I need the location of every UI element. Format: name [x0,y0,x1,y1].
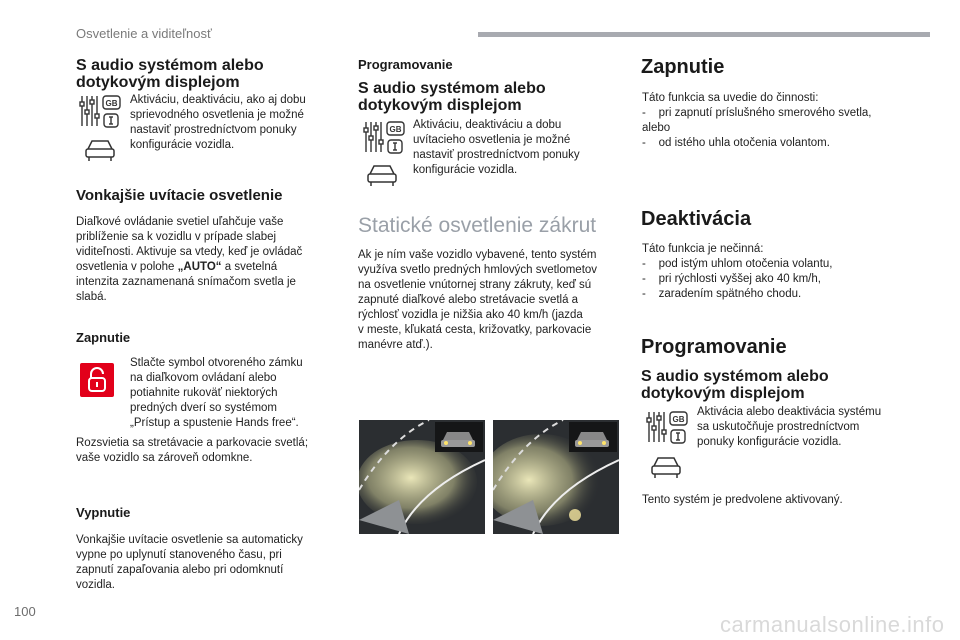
line: sprievodného osvetlenia je možné [130,109,304,121]
line: vypne po uplynutí stanoveného času, pri [76,549,282,561]
col3-off-title: Deaktivácia [641,208,752,230]
line: a svetelná [221,261,278,273]
col3-audio-title-2: dotykovým displejom [641,385,805,402]
line: Diaľkové ovládanie svetiel uľahčuje vaše [76,216,284,228]
line: Stlačte symbol otvoreného zámku [130,357,303,369]
page-number: 100 [14,604,36,619]
col1-off-title: Vypnutie [76,505,131,520]
line: na osvetlenie vnútornej strany zákruty, keď sú [358,279,592,291]
line: sa uskutočňuje prostredníctvom [697,421,860,433]
line: - pod istým uhlom otočenia volantu, [642,258,833,270]
col3-default-text: Tento systém je predvolene aktivovaný. [642,494,843,506]
line: Táto funkcia sa uvedie do činnosti: [642,92,819,104]
line: využíva svetlo predných hmlových svetlometov [358,264,598,276]
line: Aktiváciu, deaktiváciu a dobu [413,119,562,131]
line: intenzita zaznamenaná snímačom svetla je [76,276,296,288]
col3-prog-title: Programovanie [641,336,787,358]
watermark: carmanualsonline.info [720,612,945,637]
col1-audio-title-2: dotykovým displejom [76,74,240,91]
line: Aktivácia alebo deaktivácia systému [697,406,882,418]
car-icon [650,454,682,480]
col1-on-text [130,356,303,431]
line: potiahnite rukoväť niektorých [130,387,278,399]
cornering-light-illustration-left [359,420,485,534]
line: - zaradením spätného chodu. [642,288,802,300]
line: nastaviť prostredníctvom ponuky [130,124,297,136]
line: zapnuté diaľkové alebo stretávacie svetlá a [358,294,579,306]
col1-welcome-text [76,215,302,305]
line: konfigurácie vozidla. [413,164,518,176]
line: nastaviť prostredníctvom ponuky [413,149,580,161]
line: slabá. [76,291,107,303]
gb-label: GB [105,99,118,108]
line: priblíženie sa k vozidlu v prípade slabej [76,231,277,243]
line: - pri zapnutí príslušného smerového svetla, [642,107,872,119]
gb-label: GB [389,125,402,134]
line: na diaľkovom ovládaní alebo [130,372,277,384]
line: - od istého uhla otočenia volantom. [642,137,830,149]
line: Aktiváciu, deaktiváciu, ako aj dobu [130,94,306,106]
col3-audio-title-1: S audio systémom alebo [641,368,829,385]
col2-static-title: Statické osvetlenie zákrut [358,214,597,237]
unlock-icon [80,363,114,397]
line: osvetlenia v polohe [76,261,178,273]
line: manévre atď.). [358,339,433,351]
col3-off-text [642,242,833,302]
col2-static-text [358,248,597,353]
header-title: Osvetlenie a viditeľnosť [76,26,212,41]
line: predných dverí so systémom [130,402,278,414]
col1-on-text-2 [76,436,308,466]
line: zapnutí zapaľovania alebo pri odomknutí [76,564,284,576]
line: ponuky konfigurácie vozidla. [697,436,842,448]
col1-welcome-title: Vonkajšie uvítacie osvetlenie [76,187,283,204]
line: vozidla. [76,579,115,591]
unlock-icon-box [80,363,114,397]
line: alebo [642,122,671,134]
line: Vonkajšie uvítacie osvetlenie sa automaticky [76,534,303,546]
line: v meste, kľukatá cesta, križovatky, parkovacie [358,324,592,336]
auto-label: „AUTO“ [177,261,222,273]
gb-label: GB [672,415,685,424]
car-icon [366,162,398,188]
col1-on-title: Zapnutie [76,330,131,345]
col2-audio-title-2: dotykovým displejom [358,97,522,114]
settings-sliders-icon [362,120,406,156]
col1-audio-title-1: S audio systémom alebo [76,57,264,74]
col3-on-text [642,91,871,151]
settings-sliders-icon [78,94,122,130]
col2-audio-title-1: S audio systémom alebo [358,80,546,97]
col1-off-text [76,533,303,593]
car-icon [84,137,116,163]
line: Rozsvietia sa stretávacie a parkovacie svetlá; [76,437,309,449]
header-bar [478,32,930,37]
col3-on-title: Zapnutie [641,56,725,78]
cornering-light-illustration-right [493,420,619,534]
line: vaše vozidlo sa zároveň odomkne. [76,452,253,464]
line: konfigurácie vozidla. [130,139,235,151]
col3-audio-text [697,405,881,450]
line: Ak je ním vaše vozidlo vybavené, tento systém [358,249,597,261]
line: „Prístup a spustenie Hands free“. [130,417,299,429]
col2-audio-text [413,118,580,178]
col2-prog-title: Programovanie [358,57,453,72]
line: viditeľnosti. Aktivuje sa vtedy, keď je ovládač [76,246,303,258]
col1-audio-text [130,93,306,153]
settings-sliders-icon [645,410,689,446]
line: rýchlosť vozidla je nižšia ako 40 km/h (jazda [358,309,583,321]
line: - pri rýchlosti vyššej ako 40 km/h, [642,273,821,285]
line: Táto funkcia je nečinná: [642,243,764,255]
line: uvítacieho osvetlenia je možné [413,134,571,146]
